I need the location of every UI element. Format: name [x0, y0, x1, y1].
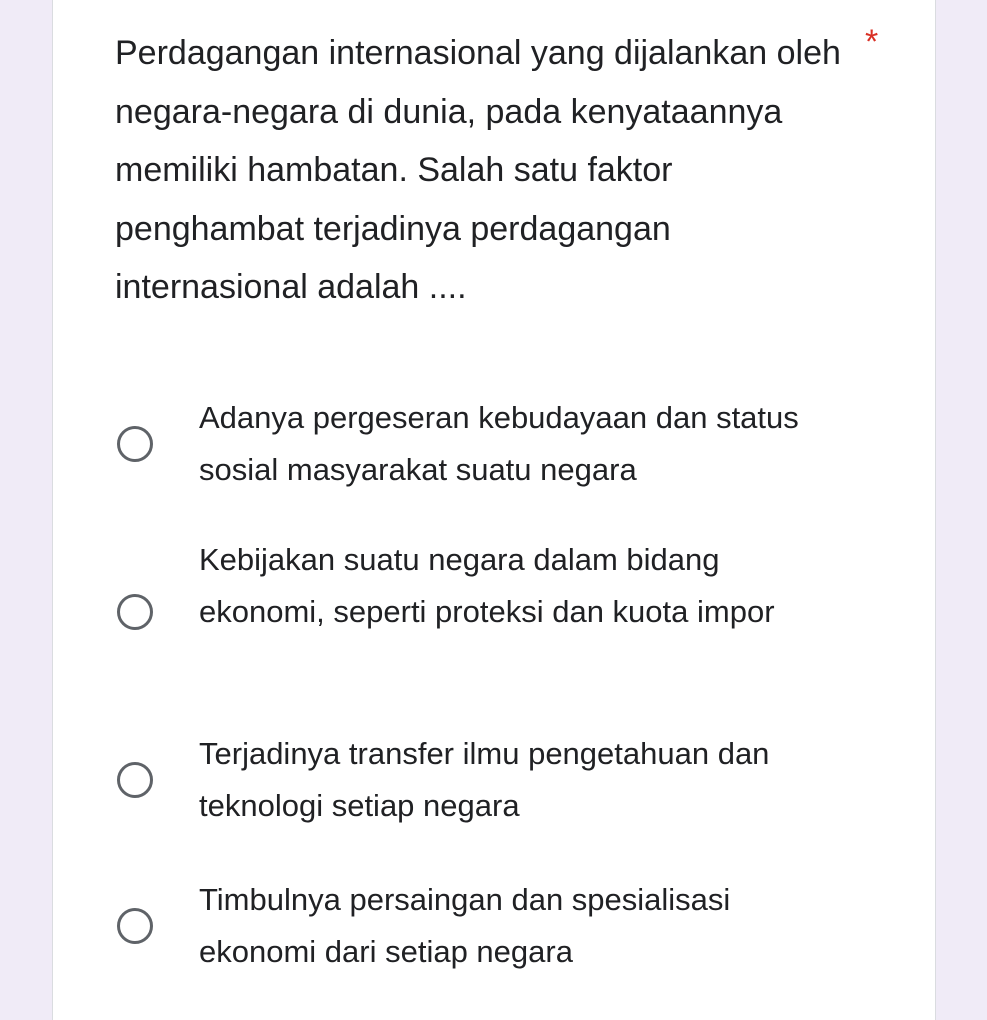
required-asterisk: * — [865, 23, 879, 61]
radio-circle-icon[interactable] — [117, 908, 153, 944]
option-label[interactable]: Timbulnya persaingan dan spesialisasi ekonomi dari setiap negara — [199, 882, 731, 969]
option-3[interactable] — [117, 728, 837, 832]
option-1[interactable] — [117, 392, 837, 496]
question-text: Perdagangan internasional yang dijalankan oleh negara-negara di dunia, pada kenyataannya memiliki hambatan. Salah satu faktor penghambat terjadinya perdagangan internasional adalah .... — [115, 34, 841, 306]
option-2[interactable] — [117, 534, 837, 690]
radio-circle-icon[interactable] — [117, 594, 153, 630]
option-4[interactable] — [117, 874, 837, 978]
option-label[interactable]: Adanya pergeseran kebudayaan dan status sosial masyarakat suatu negara — [199, 400, 799, 487]
question-card — [52, 0, 936, 1020]
radio-circle-icon[interactable] — [117, 762, 153, 798]
option-label[interactable]: Kebijakan suatu negara dalam bidang ekonomi, seperti proteksi dan kuota impor — [199, 542, 775, 629]
option-label[interactable]: Terjadinya transfer ilmu pengetahuan dan teknologi setiap negara — [199, 736, 770, 823]
radio-circle-icon[interactable] — [117, 426, 153, 462]
